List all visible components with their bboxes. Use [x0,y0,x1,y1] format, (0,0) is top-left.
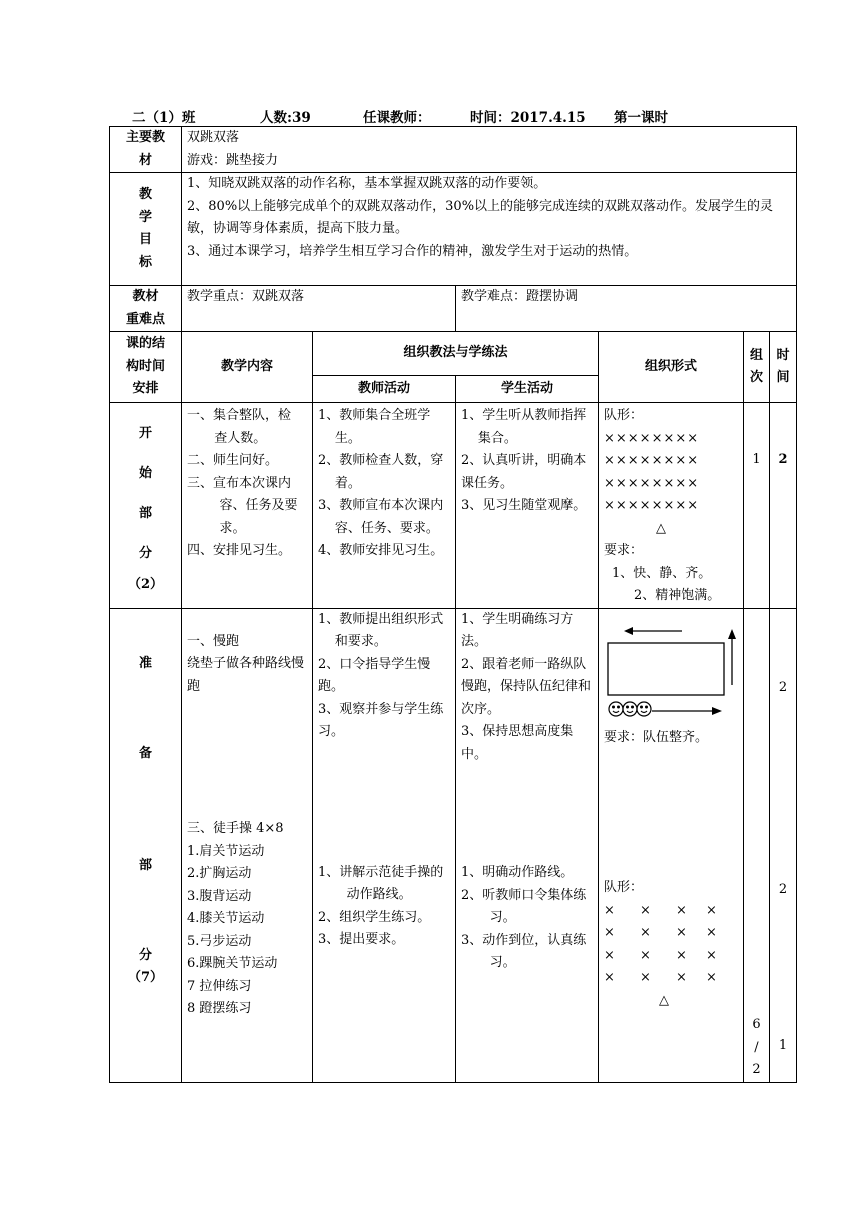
start-student-activity: 1、学生听从教师指挥集合。 2、认真听讲，明确本课任务。 3、见习生随堂观摩。 [456,403,599,609]
mat-rectangle [608,643,724,695]
student-faces-icon [609,702,651,716]
goals-label: 教 学 目 标 [110,173,182,286]
material-content: 双跳双落 游戏：跳垫接力 [182,127,797,173]
goals-row [110,173,797,286]
right-arrow-head [728,629,736,639]
prep-formation: 要求：队伍整齐。 队形： × × × × × × × × × × × × × × × × △ [599,608,744,1082]
keypoints-row [110,286,797,332]
teacher-triangle-icon: △ [659,992,669,1008]
material-row [110,127,797,173]
start-teacher-activity: 1、教师集合全班学生。 2、教师检查人数，穿着。 3、教师宣布本次课内容、任务、要求。 4、教师安排见习生。 [313,403,456,609]
bottom-arrow-head [712,707,722,715]
class-label: 二（1）班 [132,110,196,126]
student-activity-header: 学生活动 [456,376,599,403]
content-header: 教学内容 [182,332,313,403]
start-section-row [110,403,797,609]
start-group: 1 [744,403,770,609]
teacher-triangle-icon: △ [656,520,666,536]
prep-section-row [110,608,797,1082]
start-content: 一、集合整队，检 查人数。 二、师生问好。 三、宣布本次课内 容、任务及要 求。 四、安排见习生。 [182,403,313,609]
keypoints-label: 教材 重难点 [110,286,182,332]
prep-section-label: 准 备 部 分 （7） [110,608,182,1082]
formation-grid: × × × × × × × × × × × × × × × × [604,902,717,985]
time-header: 时 间 [770,332,797,403]
lesson-header [110,106,800,126]
structure-header: 课的结 构时间 安排 [110,332,182,403]
teacher-activity-header: 教师活动 [313,376,456,403]
student-count: 人数:39 [260,110,311,126]
lesson-period: 第一课时 [614,110,668,126]
lesson-date: 时间：2017.4.15 [470,110,586,126]
start-section-label: 开 始 部 分 （2） [110,403,182,609]
prep-time: 2 2 1 [770,608,797,1082]
formation-row: ×××××××× [604,498,700,513]
formation-row: ×××××××× [604,430,700,446]
formation-row: ×××××××× [604,453,700,468]
prep-group: 6 / 2 [744,608,770,1082]
group-header: 组 次 [744,332,770,403]
running-route-diagram [604,615,738,727]
route-svg [604,615,738,723]
formation-row: ×××××××× [604,475,700,491]
top-arrow-head [624,627,633,635]
prep-student-activity: 1、学生明确练习方法。 2、跟着老师一路纵队慢跑，保持队伍纪律和次序。 3、保持思想高度集中。 1、明确动作路线。 2、听教师口令集体练习。 3、动作到位，认真练习。 [456,608,599,1082]
key-focus: 教学重点：双跳双落 [182,286,456,332]
prep-content: 一、慢跑 绕垫子做各种路线慢跑 三、徒手操 4×8 1.肩关节运动 2.扩胸运动 3.腹背运动 4.膝关节运动 5.弓步运动 6.踝腕关节运动 7 拉伸练习 8 蹬摆练习 [182,608,313,1082]
start-formation: 队形： ×××××××× ×××××××× ×××××××× ×××××××× △ 要求： 1、快、静、齐。 2、精神饱满。 [599,403,744,609]
key-difficulty: 教学难点：蹬摆协调 [456,286,797,332]
goals-content: 1、知晓双跳双落的动作名称，基本掌握双跳双落的动作要领。 2、80%以上能够完成单个的双跳双落动作，30%以上的能够完成连续的双跳双落动作。发展学生的灵敏，协调等身体素质，提高下肢力量。 3、通过本课学习，培养学生相互学习合作的精神，激发学生对于运动的热情。 [182,173,797,286]
structure-header-row [110,332,797,376]
teacher-label: 任课教师： [363,110,431,126]
material-label: 主要教 材 [110,127,182,173]
lesson-plan-table [109,126,797,1083]
methods-header: 组织教法与学练法 [313,332,599,376]
prep-teacher-activity: 1、教师提出组织形式和要求。 2、口令指导学生慢跑。 3、观察并参与学生练习。 1、讲解示范徒手操的动作路线。 2、组织学生练习。 3、提出要求。 [313,608,456,1082]
start-time: 2 [770,403,797,609]
prep-form-requirement: 要求：队伍整齐。 [604,729,709,745]
form-header: 组织形式 [599,332,744,403]
